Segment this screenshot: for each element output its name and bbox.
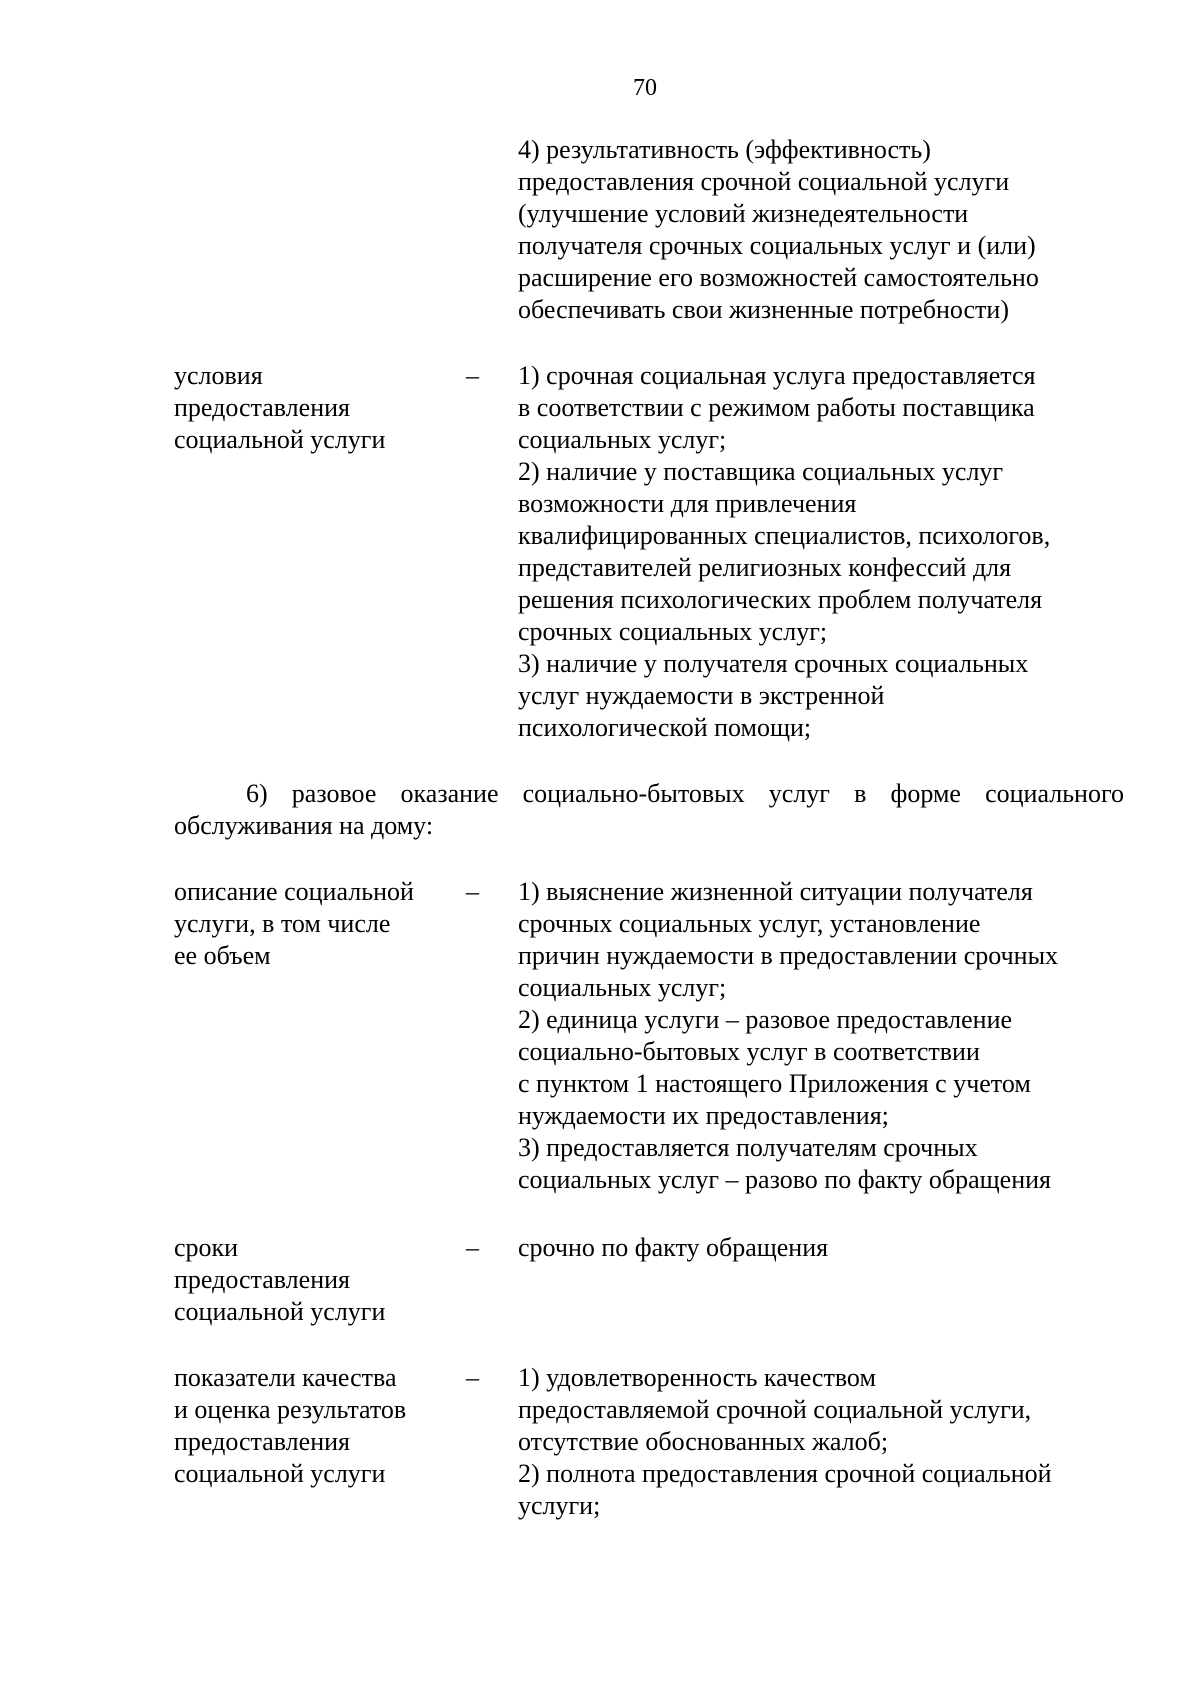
- paragraph-line: 6) разовое оказание социально-бытовых услуг в форме социального: [246, 779, 1124, 808]
- value-line: срочно по факту обращения: [518, 1233, 829, 1262]
- value-line: 3) предоставляется получателям срочных: [518, 1133, 978, 1162]
- dash-separator: –: [466, 877, 479, 906]
- value-line: расширение его возможностей самостоятельно: [518, 263, 1039, 292]
- value-line: (улучшение условий жизнедеятельности: [518, 199, 969, 228]
- value-line: услуги;: [518, 1491, 601, 1520]
- label-line: показатели качества: [174, 1363, 397, 1392]
- value-line: социальных услуг – разово по факту обращения: [518, 1165, 1052, 1194]
- label-line: описание социальной: [174, 877, 414, 906]
- dash-separator: –: [466, 1233, 479, 1262]
- paragraph-line: обслуживания на дому:: [174, 811, 434, 840]
- label-line: условия: [174, 361, 263, 390]
- value-line: с пунктом 1 настоящего Приложения с учетом: [518, 1069, 1031, 1098]
- value-line: получателя срочных социальных услуг и (или): [518, 231, 1036, 260]
- label-line: услуги, в том числе: [174, 909, 391, 938]
- value-line: предоставляемой срочной социальной услуги,: [518, 1395, 1032, 1424]
- dash-separator: –: [466, 1363, 479, 1392]
- value-line: обеспечивать свои жизненные потребности): [518, 295, 1009, 324]
- value-line: 4) результативность (эффективность): [518, 135, 931, 164]
- page-number: 70: [633, 75, 657, 101]
- dash-separator: –: [466, 361, 479, 390]
- label-line: социальной услуги: [174, 1297, 386, 1326]
- value-line: представителей религиозных конфессий для: [518, 553, 1012, 582]
- value-line: 2) единица услуги – разовое предоставление: [518, 1005, 1013, 1034]
- value-line: отсутствие обоснованных жалоб;: [518, 1427, 889, 1456]
- label-line: предоставления: [174, 1265, 350, 1294]
- value-line: 2) полнота предоставления срочной социальной: [518, 1459, 1052, 1488]
- value-line: психологической помощи;: [518, 713, 812, 742]
- value-line: предоставления срочной социальной услуги: [518, 167, 1010, 196]
- value-line: нуждаемости их предоставления;: [518, 1101, 889, 1130]
- label-line: и оценка результатов: [174, 1395, 407, 1424]
- value-line: 2) наличие у поставщика социальных услуг: [518, 457, 1004, 486]
- value-line: 1) удовлетворенность качеством: [518, 1363, 876, 1392]
- value-line: квалифицированных специалистов, психологов,: [518, 521, 1051, 550]
- label-line: предоставления: [174, 393, 350, 422]
- value-line: 1) выяснение жизненной ситуации получателя: [518, 877, 1033, 906]
- value-line: услуг нуждаемости в экстренной: [518, 681, 885, 710]
- label-line: социальной услуги: [174, 425, 386, 454]
- value-line: социальных услуг;: [518, 425, 727, 454]
- value-line: решения психологических проблем получателя: [518, 585, 1043, 614]
- value-line: социально-бытовых услуг в соответствии: [518, 1037, 980, 1066]
- label-line: предоставления: [174, 1427, 350, 1456]
- value-line: в соответствии с режимом работы поставщика: [518, 393, 1035, 422]
- value-line: срочных социальных услуг, установление: [518, 909, 981, 938]
- value-line: социальных услуг;: [518, 973, 727, 1002]
- value-line: возможности для привлечения: [518, 489, 857, 518]
- value-line: срочных социальных услуг;: [518, 617, 828, 646]
- value-line: 1) срочная социальная услуга предоставляется: [518, 361, 1036, 390]
- value-line: 3) наличие у получателя срочных социальных: [518, 649, 1029, 678]
- label-line: ее объем: [174, 941, 271, 970]
- value-line: причин нуждаемости в предоставлении срочных: [518, 941, 1059, 970]
- label-line: социальной услуги: [174, 1459, 386, 1488]
- label-line: сроки: [174, 1233, 239, 1262]
